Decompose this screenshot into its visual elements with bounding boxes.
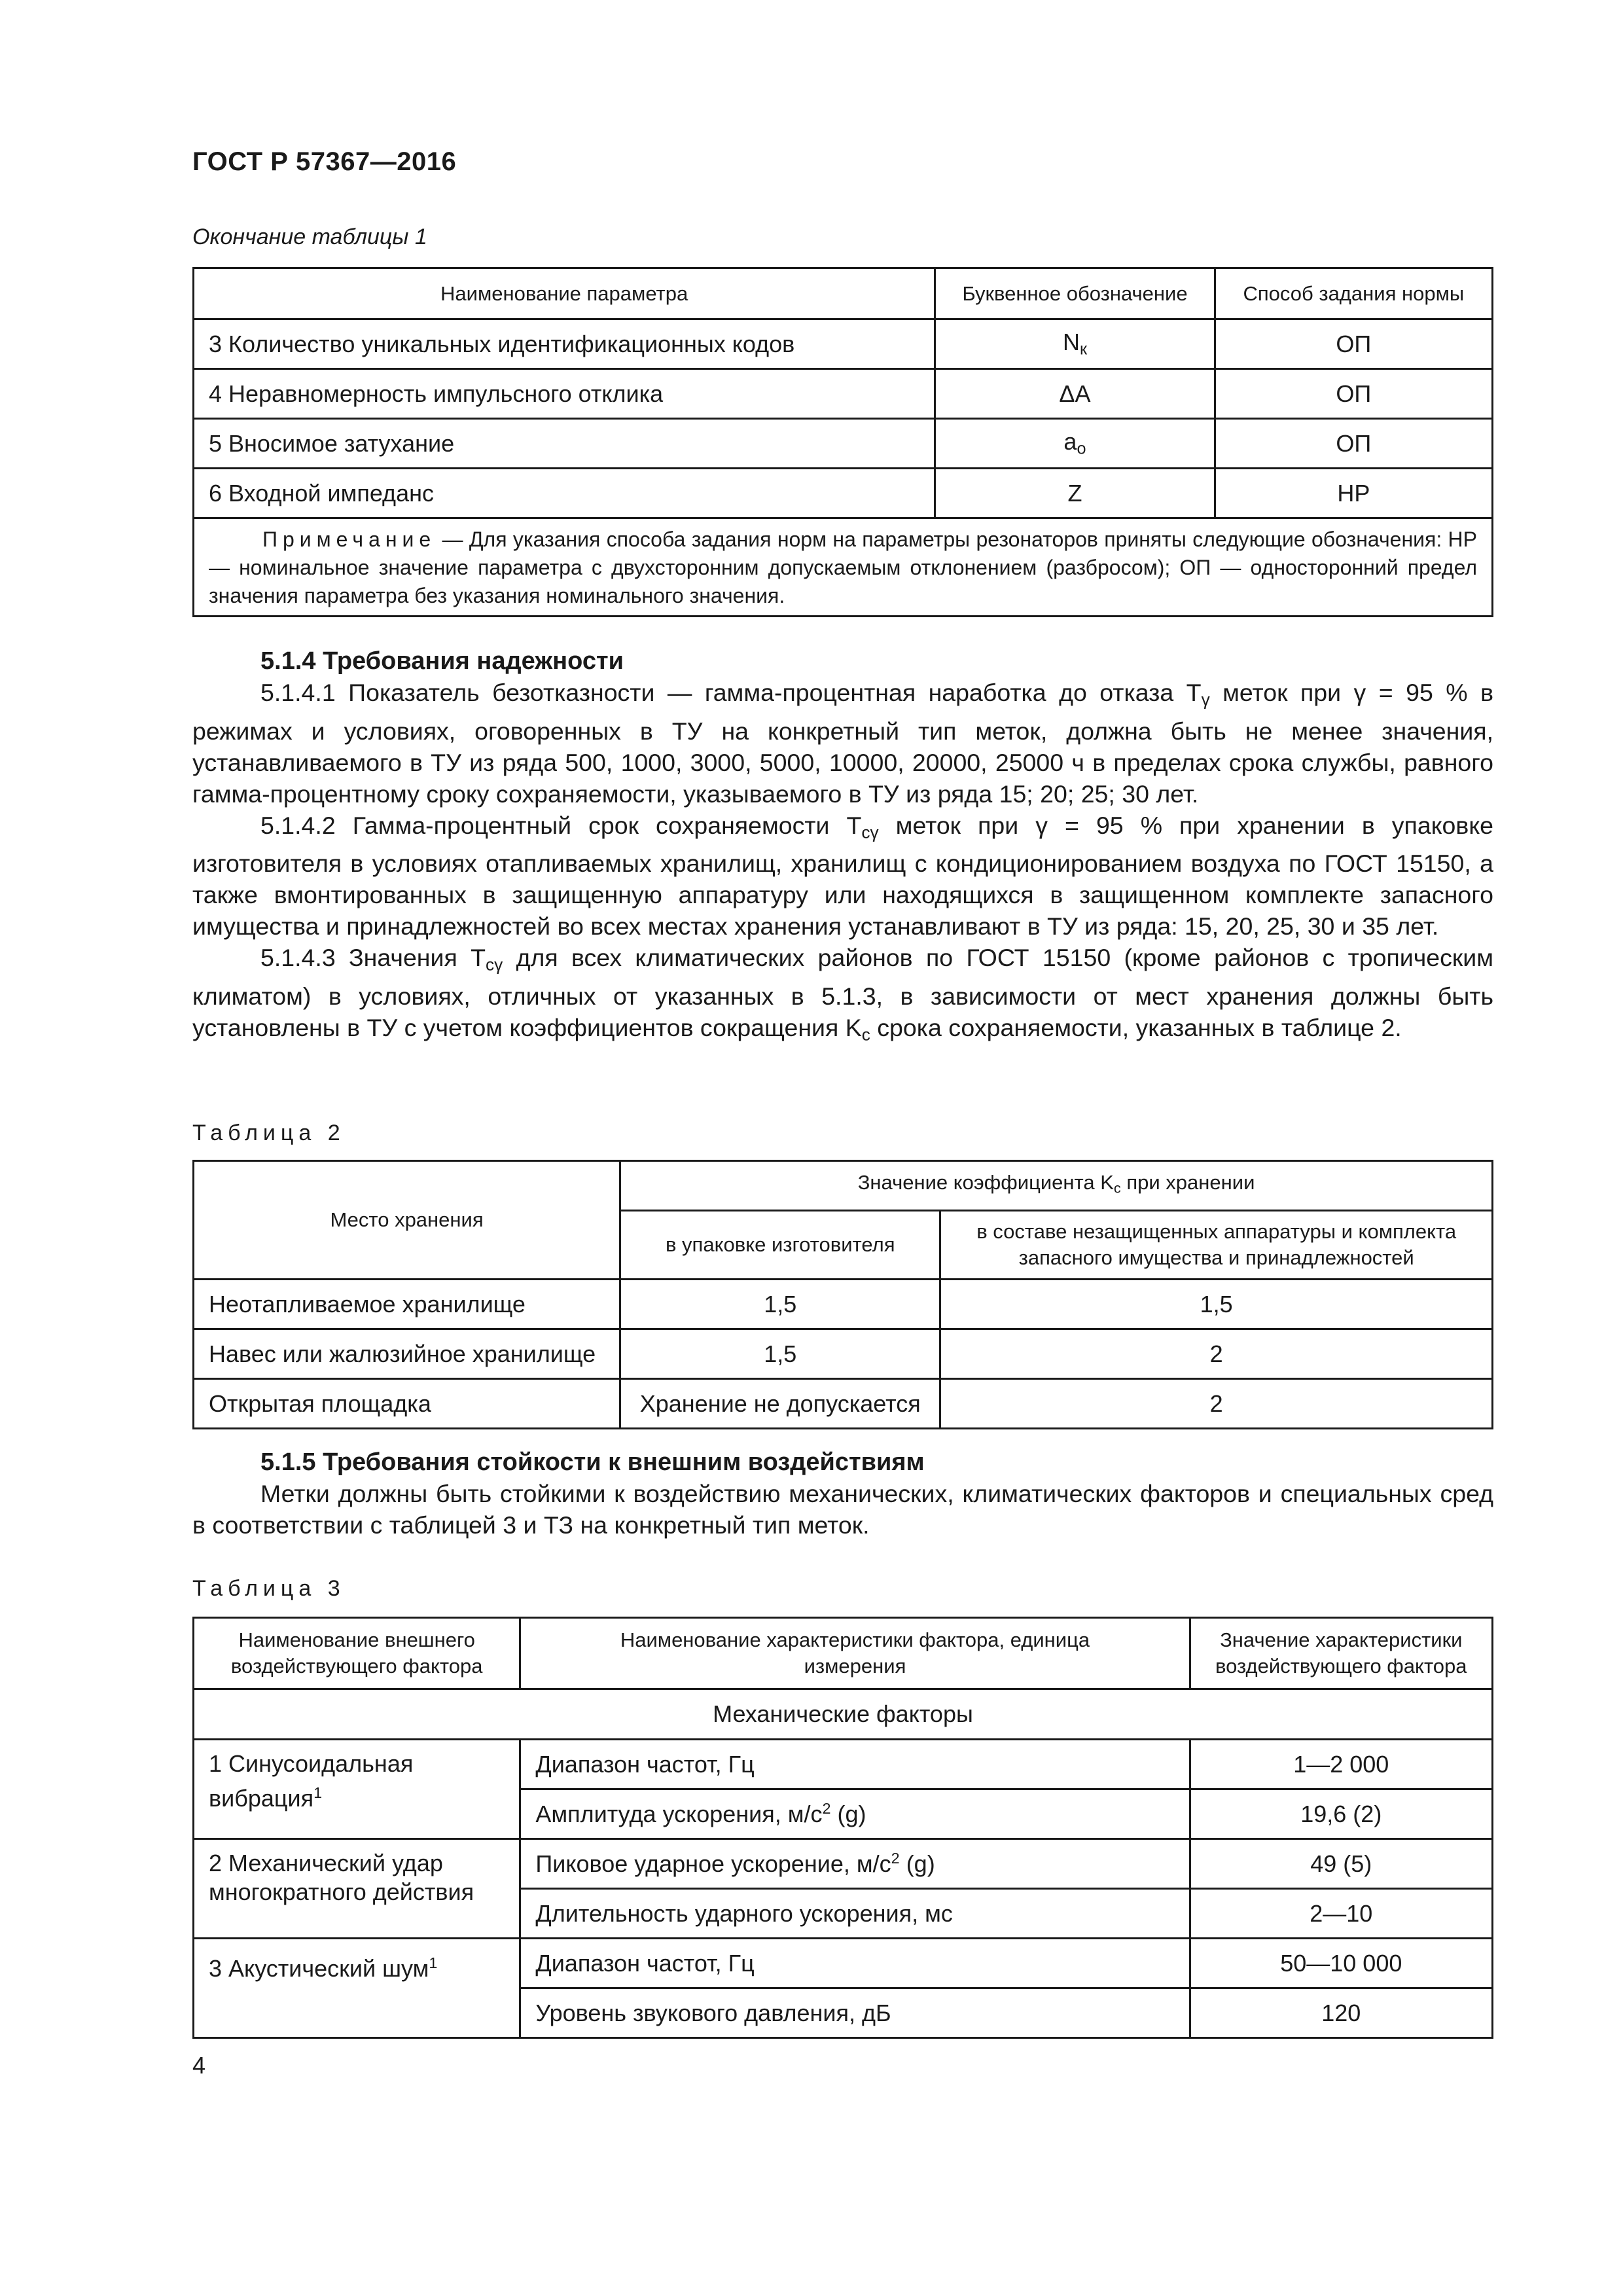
param-symbol: $N_к$: [935, 319, 1215, 369]
table3-col-value: Значение характеристики воздействующего фактора: [1190, 1618, 1492, 1689]
section-heading: 5.1.5 Требования стойкости к внешним воздействиям: [260, 1448, 925, 1476]
table1-header-row: [194, 268, 1493, 319]
table-row: [194, 1280, 1493, 1329]
coef-equip: 2: [940, 1329, 1493, 1379]
coef-equip: 2: [940, 1379, 1493, 1429]
note-text: — Для указания способа задания норм на параметры резонаторов приняты следующие обозначения: НР — номинальное значение параметра с двухсторонним допускаемым отклонением (разбросом); ОП — односторонний предел значения параметра без указания номинального значения.: [209, 528, 1477, 607]
section-heading: 5.1.4 Требования надежности: [260, 647, 624, 675]
paragraph-5-1-4-1: 5.1.4.1 Показатель безотказности — гамма-процентная наработка до отказа $T_\gamma$ меток при γ = 95 % в режимах и условиях, оговоренных в ТУ на конкретный тип меток, должна быть не менее значения, устанавливаемого в ТУ из ряда 500, 1000, 3000, 5000, 10000, 20000, 25000 ч в пределах срока службы, равного гамма-процентному сроку сохраняемости, указываемого в ТУ из ряда 15; 20; 25; 30 лет.: [192, 679, 1493, 808]
table3-group-row: [194, 1689, 1493, 1740]
factor-value: 120: [1190, 1988, 1492, 2038]
table3-header-row: [194, 1618, 1493, 1689]
table-row: [194, 1379, 1493, 1429]
param-norm: ОП: [1215, 369, 1492, 419]
table1-col-symbol: Буквенное обозначение: [935, 268, 1215, 319]
coef-equip: 1,5: [940, 1280, 1493, 1329]
table-row: [194, 1329, 1493, 1379]
factor-characteristic: Диапазон частот, Гц: [520, 1740, 1190, 1789]
factor-name: 2 Механический удар многократного действия: [194, 1839, 520, 1939]
table-2: [192, 1160, 1493, 1429]
storage-place: Открытая площадка: [194, 1379, 620, 1429]
page-number: 4: [192, 2052, 206, 2079]
storage-place: Неотапливаемое хранилище: [194, 1280, 620, 1329]
table2-col-group: Значение коэффициента $K_с$ при хранении: [620, 1161, 1493, 1211]
param-symbol: Z: [935, 469, 1215, 518]
coef-pack: 1,5: [620, 1329, 940, 1379]
param-name: 3 Количество уникальных идентификационных кодов: [194, 319, 935, 369]
param-symbol: $a_о$: [935, 419, 1215, 469]
section-5-1-4: [192, 645, 1493, 1050]
factor-value: 50—10 000: [1190, 1939, 1492, 1988]
paragraph-5-1-5: Метки должны быть стойкими к воздействию механических, климатических факторов и специальных сред в соответствии с таблицей 3 и ТЗ на конкретный тип меток.: [192, 1480, 1493, 1539]
table-1: [192, 267, 1493, 617]
table1-note: [194, 518, 1493, 617]
param-name: 4 Неравномерность импульсного отклика: [194, 369, 935, 419]
factor-value: 49 (5): [1190, 1839, 1492, 1889]
param-norm: ОП: [1215, 419, 1492, 469]
factor-name: 1 Синусоидальная вибрация$^1$: [194, 1740, 520, 1839]
note-label: Примечание: [262, 528, 437, 551]
table1-caption: Окончание таблицы 1: [192, 224, 427, 249]
paragraph-5-1-4-2: 5.1.4.2 Гамма-процентный срок сохраняемости $T_{с\gamma}$ меток при γ = 95 % при хранении в упаковке изготовителя в условиях отапливаемых хранилищ, хранилищ с кондиционированием воздуха по ГОСТ 15150, а также вмонтированных в защищенную аппаратуру или находящихся в защищенном комплекте запасного имущества и принадлежностей во всех местах хранения устанавливают в ТУ из ряда: 15, 20, 25, 30 и 35 лет.: [192, 811, 1493, 941]
factor-value: 2—10: [1190, 1889, 1492, 1939]
table1-col-name: Наименование параметра: [194, 268, 935, 319]
factor-characteristic: Пиковое ударное ускорение, $м/с^2$ (g): [520, 1839, 1190, 1889]
param-name: 6 Входной импеданс: [194, 469, 935, 518]
table2-col-place: Место хранения: [194, 1161, 620, 1280]
factor-value: 1—2 000: [1190, 1740, 1492, 1789]
table-row: [194, 369, 1493, 419]
paragraph-5-1-4-3: 5.1.4.3 Значения $T_{с\gamma}$ для всех климатических районов по ГОСТ 15150 (кроме районов с тропическим климатом) в условиях, отличных от указанных в 5.1.3, в зависимости от мест хранения должны быть установлены в ТУ с учетом коэффициентов сокращения $K_c$ срока сохраняемости, указанных в таблице 2.: [192, 944, 1493, 1045]
table-row: [194, 469, 1493, 518]
coef-pack: Хранение не допускается: [620, 1379, 940, 1429]
table1-col-norm: Способ задания нормы: [1215, 268, 1492, 319]
table2-col-equip: в составе незащищенных аппаратуры и комплекта запасного имущества и принадлежностей: [940, 1211, 1493, 1280]
storage-place: Навес или жалюзийное хранилище: [194, 1329, 620, 1379]
param-symbol: ΔA: [935, 369, 1215, 419]
table3-col-char: Наименование характеристики фактора, единица измерения: [520, 1618, 1190, 1689]
table1-note-row: [194, 518, 1493, 617]
param-name: 5 Вносимое затухание: [194, 419, 935, 469]
factor-characteristic: Длительность ударного ускорения, мс: [520, 1889, 1190, 1939]
factor-characteristic: Амплитуда ускорения, $м/с^2$ (g): [520, 1789, 1190, 1839]
table-row: [194, 1740, 1493, 1789]
table-row: [194, 319, 1493, 369]
param-norm: НР: [1215, 469, 1492, 518]
group-mechanical: Механические факторы: [194, 1689, 1493, 1740]
table3-caption: Таблица 3: [192, 1576, 346, 1601]
param-norm: ОП: [1215, 319, 1492, 369]
table2-col-pack: в упаковке изготовителя: [620, 1211, 940, 1280]
section-5-1-5: [192, 1446, 1493, 1541]
factor-value: 19,6 (2): [1190, 1789, 1492, 1839]
factor-characteristic: Диапазон частот, Гц: [520, 1939, 1190, 1988]
table-row: [194, 1839, 1493, 1889]
table3-col-factor: Наименование внешнего воздействующего фактора: [194, 1618, 520, 1689]
table2-header-row: [194, 1161, 1493, 1211]
factor-name: 3 Акустический шум$^1$: [194, 1939, 520, 2038]
table2-caption: Таблица 2: [192, 1121, 346, 1145]
table-3: [192, 1617, 1493, 2039]
table-row: [194, 1939, 1493, 1988]
document-designation: ГОСТ Р 57367—2016: [192, 147, 457, 176]
factor-characteristic: Уровень звукового давления, дБ: [520, 1988, 1190, 2038]
coef-pack: 1,5: [620, 1280, 940, 1329]
table-row: [194, 419, 1493, 469]
